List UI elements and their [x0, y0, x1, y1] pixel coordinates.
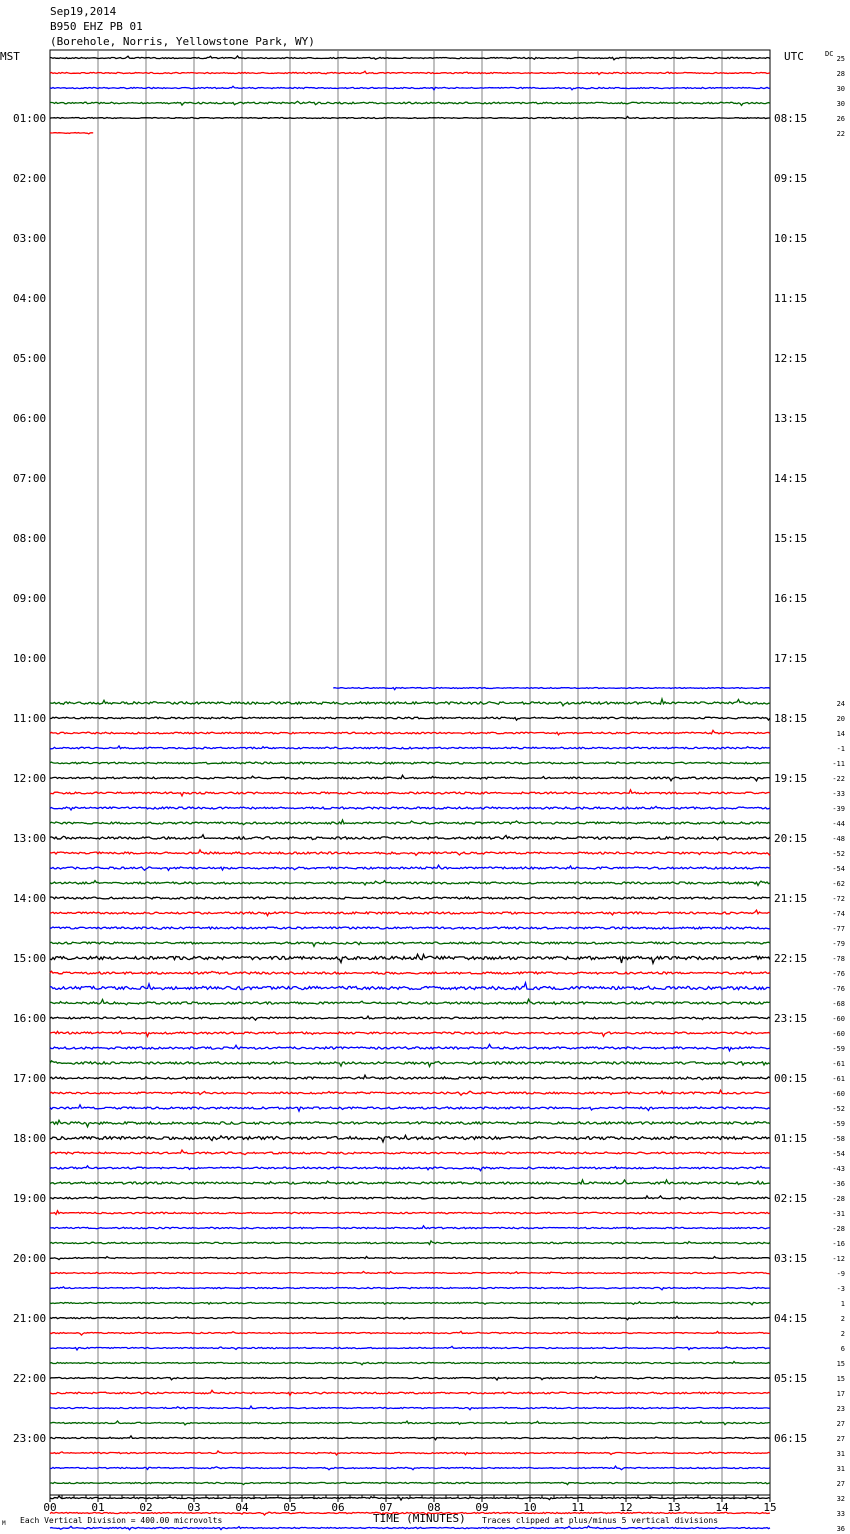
- mst-hour-label: 16:00: [13, 1012, 47, 1025]
- seismic-trace: [50, 1120, 770, 1127]
- x-tick-label: 04: [235, 1501, 249, 1514]
- seismic-trace: [50, 56, 770, 60]
- utc-hour-label: 19:15: [774, 772, 808, 785]
- seismic-trace: [50, 865, 770, 870]
- seismic-trace: [50, 790, 770, 796]
- dc-offset-value: 24: [836, 700, 845, 708]
- seismic-trace: [50, 1316, 770, 1319]
- utc-hour-label: 10:15: [774, 232, 808, 245]
- dc-offset-value: -60: [832, 1030, 845, 1038]
- x-tick-label: 09: [475, 1501, 489, 1514]
- x-axis-title: TIME (MINUTES): [373, 1512, 466, 1525]
- x-tick-label: 13: [667, 1501, 681, 1514]
- x-tick-label: 14: [715, 1501, 729, 1514]
- seismic-trace: [50, 1482, 770, 1484]
- utc-hour-label: 20:15: [774, 832, 808, 845]
- dc-offset-value: -52: [832, 1105, 845, 1113]
- mst-hour-label: 06:00: [13, 412, 47, 425]
- seismic-trace: [50, 1226, 770, 1229]
- seismic-trace: [50, 942, 770, 946]
- plot-frame: [50, 50, 770, 1495]
- dc-offset-value: -62: [832, 880, 845, 888]
- seismic-trace: [50, 1044, 770, 1050]
- utc-hour-label: 09:15: [774, 172, 808, 185]
- x-tick-label: 06: [331, 1501, 345, 1514]
- utc-hour-label: 12:15: [774, 352, 808, 365]
- clipping-note: Traces clipped at plus/minus 5 vertical divisions: [482, 1516, 719, 1525]
- mst-hour-label: 20:00: [13, 1252, 47, 1265]
- station-location: (Borehole, Norris, Yellowstone Park, WY): [50, 35, 315, 48]
- vertical-scale-note: Each Vertical Division = 400.00 microvolts: [20, 1516, 223, 1525]
- dc-offset-value: 32: [836, 1495, 845, 1503]
- dc-offset-value: -33: [832, 790, 845, 798]
- mst-hour-label: 02:00: [13, 172, 47, 185]
- seismic-trace: [50, 1150, 770, 1155]
- seismic-trace: [333, 688, 770, 690]
- utc-hour-label: 16:15: [774, 592, 808, 605]
- dc-offset-value: -61: [832, 1060, 845, 1068]
- mst-hour-label: 14:00: [13, 892, 47, 905]
- x-tick-label: 11: [571, 1501, 585, 1514]
- dc-offset-value: -58: [832, 1135, 845, 1143]
- seismic-trace: [50, 1287, 770, 1290]
- seismic-trace: [50, 954, 770, 963]
- seismic-trace: [50, 1016, 770, 1020]
- utc-hour-label: 06:15: [774, 1432, 808, 1445]
- dc-offset-value: 23: [836, 1405, 845, 1413]
- x-tick-label: 02: [139, 1501, 153, 1514]
- mst-hour-label: 11:00: [13, 712, 47, 725]
- utc-hour-label: 17:15: [774, 652, 808, 665]
- seismic-trace: [50, 699, 770, 706]
- dc-offset-value: -43: [832, 1165, 845, 1173]
- mst-hour-label: 23:00: [13, 1432, 47, 1445]
- mst-hour-label: 12:00: [13, 772, 47, 785]
- seismic-trace: [50, 1362, 770, 1365]
- dc-offset-value: -11: [832, 760, 845, 768]
- dc-offset-value: -60: [832, 1090, 845, 1098]
- x-tick-label: 05: [283, 1501, 297, 1514]
- x-tick-label: 00: [43, 1501, 57, 1514]
- seismic-trace: [50, 1390, 770, 1395]
- x-tick-label: 12: [619, 1501, 633, 1514]
- dc-offset-value: -39: [832, 805, 845, 813]
- dc-offset-value: -22: [832, 775, 845, 783]
- dc-offset-value: -16: [832, 1240, 845, 1248]
- seismic-trace: [50, 1105, 770, 1111]
- seismic-trace: [50, 1466, 770, 1470]
- dc-offset-value: -76: [832, 970, 845, 978]
- dc-offset-value: 17: [836, 1390, 845, 1398]
- dc-offset-value: -36: [832, 1180, 845, 1188]
- utc-hour-label: 00:15: [774, 1072, 808, 1085]
- dc-offset-value: -31: [832, 1210, 845, 1218]
- mst-hour-label: 22:00: [13, 1372, 47, 1385]
- x-tick-label: 07: [379, 1501, 393, 1514]
- utc-hour-label: 13:15: [774, 412, 808, 425]
- dc-offset-value: 15: [836, 1360, 845, 1368]
- seismic-trace: [50, 1075, 770, 1080]
- seismic-trace: [50, 820, 770, 825]
- seismic-trace: [50, 1436, 770, 1440]
- seismic-trace: [50, 1211, 770, 1215]
- seismic-trace: [50, 133, 93, 134]
- dc-offset-value: 33: [836, 1510, 845, 1518]
- seismic-trace: [50, 1272, 770, 1275]
- dc-offset-value: 26: [836, 115, 845, 123]
- seismic-trace: [50, 897, 770, 899]
- seismic-trace: [50, 117, 770, 119]
- dc-offset-value: 31: [836, 1450, 845, 1458]
- seismic-trace: [50, 71, 770, 74]
- mst-hour-label: 19:00: [13, 1192, 47, 1205]
- seismic-trace: [50, 1135, 770, 1142]
- dc-offset-value: 20: [836, 715, 845, 723]
- seismic-trace: [50, 1451, 770, 1455]
- seismic-trace: [50, 1257, 770, 1260]
- dc-offset-value: 27: [836, 1480, 845, 1488]
- utc-hour-label: 21:15: [774, 892, 808, 905]
- dc-offset-value: -68: [832, 1000, 845, 1008]
- corner-mark: M: [2, 1520, 6, 1527]
- dc-offset-value: 6: [840, 1345, 845, 1353]
- right-timezone-label: UTC: [784, 50, 804, 63]
- dc-offset-value: 2: [840, 1330, 845, 1338]
- utc-hour-label: 23:15: [774, 1012, 808, 1025]
- dc-offset-value: -78: [832, 955, 845, 963]
- seismic-trace: [50, 1421, 770, 1425]
- dc-offset-value: -3: [836, 1285, 845, 1293]
- dc-offset-value: -54: [832, 865, 845, 873]
- utc-hour-label: 22:15: [774, 952, 808, 965]
- dc-offset-value: -74: [832, 910, 845, 918]
- mst-hour-label: 21:00: [13, 1312, 47, 1325]
- plot-date: Sep19,2014: [50, 5, 117, 18]
- dc-offset-value: 30: [836, 100, 845, 108]
- dc-offset-value: -79: [832, 940, 845, 948]
- dc-offset-value: 1: [840, 1300, 845, 1308]
- seismic-trace: [50, 850, 770, 856]
- dc-offset-value: 22: [836, 130, 845, 138]
- utc-hour-label: 14:15: [774, 472, 808, 485]
- mst-hour-label: 13:00: [13, 832, 47, 845]
- seismic-trace: [50, 1090, 770, 1095]
- dc-offset-value: -28: [832, 1225, 845, 1233]
- seismic-trace: [50, 1377, 770, 1381]
- dc-offset-value: -44: [832, 820, 845, 828]
- seismic-trace: [50, 999, 770, 1005]
- seismic-trace: [50, 762, 770, 764]
- mst-hour-label: 01:00: [13, 112, 47, 125]
- utc-hour-label: 15:15: [774, 532, 808, 545]
- seismic-trace: [50, 927, 770, 929]
- dc-offset-value: -52: [832, 850, 845, 858]
- dc-offset-value: -28: [832, 1195, 845, 1203]
- utc-hour-label: 03:15: [774, 1252, 808, 1265]
- seismic-trace: [50, 1166, 770, 1171]
- seismic-trace: [50, 881, 770, 886]
- seismic-trace: [50, 910, 770, 916]
- utc-hour-label: 04:15: [774, 1312, 808, 1325]
- dc-offset-value: 14: [836, 730, 845, 738]
- dc-offset-value: 27: [836, 1420, 845, 1428]
- dc-offset-value: -59: [832, 1045, 845, 1053]
- mst-hour-label: 08:00: [13, 532, 47, 545]
- seismic-trace: [50, 1031, 770, 1036]
- seismic-trace: [50, 1241, 770, 1245]
- seismic-trace: [50, 1196, 770, 1200]
- mst-hour-label: 10:00: [13, 652, 47, 665]
- seismic-trace: [50, 775, 770, 781]
- seismic-trace: [50, 1346, 770, 1350]
- utc-hour-label: 08:15: [774, 112, 808, 125]
- utc-hour-label: 02:15: [774, 1192, 808, 1205]
- utc-hour-label: 18:15: [774, 712, 808, 725]
- seismic-trace: [50, 1526, 770, 1530]
- left-timezone-label: MST: [0, 50, 20, 63]
- mst-hour-label: 05:00: [13, 352, 47, 365]
- seismic-trace: [50, 1406, 770, 1410]
- x-tick-label: 01: [91, 1501, 105, 1514]
- seismic-trace: [50, 806, 770, 810]
- seismic-trace: [50, 835, 770, 840]
- dc-offset-value: 27: [836, 1435, 845, 1443]
- dc-offset-value: 15: [836, 1375, 845, 1383]
- mst-hour-label: 07:00: [13, 472, 47, 485]
- seismic-trace: [50, 1180, 770, 1185]
- dc-offset-value: -48: [832, 835, 845, 843]
- dc-offset-value: -72: [832, 895, 845, 903]
- dc-offset-value: 36: [836, 1525, 845, 1533]
- x-tick-label: 08: [427, 1501, 441, 1514]
- dc-offset-value: 2: [840, 1315, 845, 1323]
- dc-offset-value: 30: [836, 85, 845, 93]
- dc-offset-value: -61: [832, 1075, 845, 1083]
- seismic-trace: [50, 1302, 770, 1305]
- dc-offset-value: -76: [832, 985, 845, 993]
- dc-offset-value: 25: [836, 55, 845, 63]
- dc-offset-value: -59: [832, 1120, 845, 1128]
- seismic-trace: [50, 101, 770, 105]
- mst-hour-label: 09:00: [13, 592, 47, 605]
- seismic-trace: [50, 1331, 770, 1335]
- seismic-trace: [50, 746, 770, 749]
- seismic-trace: [50, 730, 770, 735]
- mst-hour-label: 18:00: [13, 1132, 47, 1145]
- dc-offset-value: 28: [836, 70, 845, 78]
- x-tick-label: 15: [763, 1501, 777, 1514]
- utc-hour-label: 11:15: [774, 292, 808, 305]
- seismic-trace: [50, 717, 770, 720]
- dc-offset-header: DC: [825, 50, 834, 58]
- dc-offset-value: -1: [836, 745, 845, 753]
- seismic-trace: [50, 1061, 770, 1067]
- utc-hour-label: 01:15: [774, 1132, 808, 1145]
- seismic-trace: [50, 983, 770, 990]
- mst-hour-label: 04:00: [13, 292, 47, 305]
- dc-offset-value: -77: [832, 925, 845, 933]
- dc-offset-value: -54: [832, 1150, 845, 1158]
- utc-hour-label: 05:15: [774, 1372, 808, 1385]
- dc-offset-value: -12: [832, 1255, 845, 1263]
- mst-hour-label: 15:00: [13, 952, 47, 965]
- dc-offset-value: 31: [836, 1465, 845, 1473]
- seismic-trace: [50, 86, 770, 90]
- station-code: B950 EHZ PB 01: [50, 20, 143, 33]
- x-tick-label: 10: [523, 1501, 537, 1514]
- mst-hour-label: 17:00: [13, 1072, 47, 1085]
- seismic-trace: [50, 971, 770, 974]
- dc-offset-value: -9: [836, 1270, 845, 1278]
- mst-hour-label: 03:00: [13, 232, 47, 245]
- x-tick-label: 03: [187, 1501, 201, 1514]
- dc-offset-value: -60: [832, 1015, 845, 1023]
